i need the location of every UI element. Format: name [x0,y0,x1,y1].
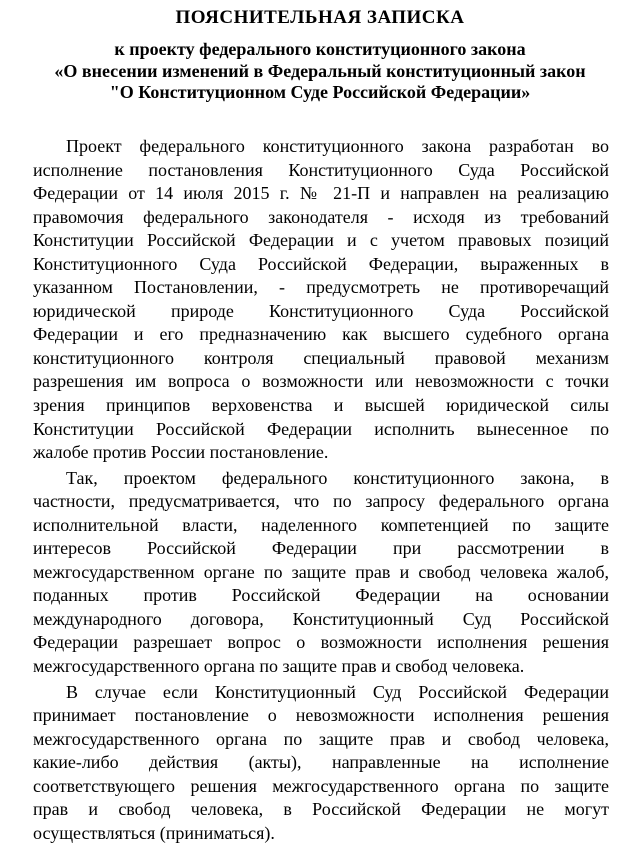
paragraph [33,681,609,845]
paragraph-line: Конституции Российской Федерации исполнить вынесенное по [33,418,609,439]
paragraph-line: разрешения им вопроса о возможности или невозможности с точки [33,371,609,392]
paragraph [33,135,609,465]
paragraph-line: межгосударственном органе по защите прав и свобод человека жалоб, [33,561,609,582]
paragraph-line: межгосударственного органа по защите прав и свобод человека. [33,656,525,677]
document-subtitle-line: "О Конституционном Суде Российской Федерации» [109,82,531,102]
paragraph-line: жалобе против России постановление. [33,442,329,463]
document-subtitle-line: «О внесении изменений в Федеральный конституционный закон [54,61,586,81]
paragraph-line: Конституции Российской Федерации и с учетом правовых позиций [33,230,609,251]
paragraph-line: Федерации от 14 июля 2015 г. № 21-П и направлен на реализацию [33,183,609,204]
paragraph-line: соответствующего решения межгосударственного органа по защите [33,775,609,796]
paragraph-line: принимает постановление о невозможности исполнения решения [33,705,609,726]
paragraph-line: юридической природе Конституционного Суда Российской [33,300,609,321]
paragraph-line: осуществляться (приниматься). [33,822,275,843]
paragraph-line: правомочия федерального законодателя - исходя из требований [33,206,609,227]
paragraph-line: межгосударственного органа по защите прав и свобод человека, [33,728,609,749]
paragraph [33,467,609,679]
paragraph-line: исполнение постановления Конституционного Суда Российской [33,159,609,180]
paragraph-line: интересов Российской Федерации при рассмотрении в [33,538,609,559]
paragraph-line: Федерации и его предназначению как высшего судебного органа [33,324,609,345]
paragraph-line: Федерации разрешает вопрос о возможности исполнения решения [33,632,609,653]
document-subtitle-line: к проекту федерального конституционного закона [114,39,526,59]
paragraph-line: международного договора, Конституционный Суд Российской [33,608,609,629]
paragraph-line: исполнительной власти, наделенного компетенцией по защите [33,514,609,535]
paragraph-line: поданных против Российской Федерации на основании [33,585,609,606]
paragraph-line: прав и свобод человека, в Российской Федерации не могут [33,799,609,820]
paragraph-line: частности, предусматривается, что по запросу федерального органа [33,491,609,512]
paragraph-line: какие-либо действия (акты), направленные на исполнение [33,752,609,773]
document-title: ПОЯСНИТЕЛЬНАЯ ЗАПИСКА [175,7,465,28]
paragraph-line: указанном Постановлении, - предусмотреть не противоречащий [33,277,609,298]
paragraph-line: Конституционного Суда Российской Федерации, выраженных в [33,253,609,274]
paragraph-line: В случае если Конституционный Суд Российской Федерации [66,681,609,702]
paragraph-line: Проект федерального конституционного закона разработан во [66,136,609,156]
paragraph-line: зрения принципов верховенства и высшей юридической силы [33,395,609,416]
paragraph-line: конституционного контроля специальный правовой механизм [33,347,609,368]
paragraph-line: Так, проектом федерального конституционного закона, в [66,467,609,488]
document-body [33,135,609,845]
